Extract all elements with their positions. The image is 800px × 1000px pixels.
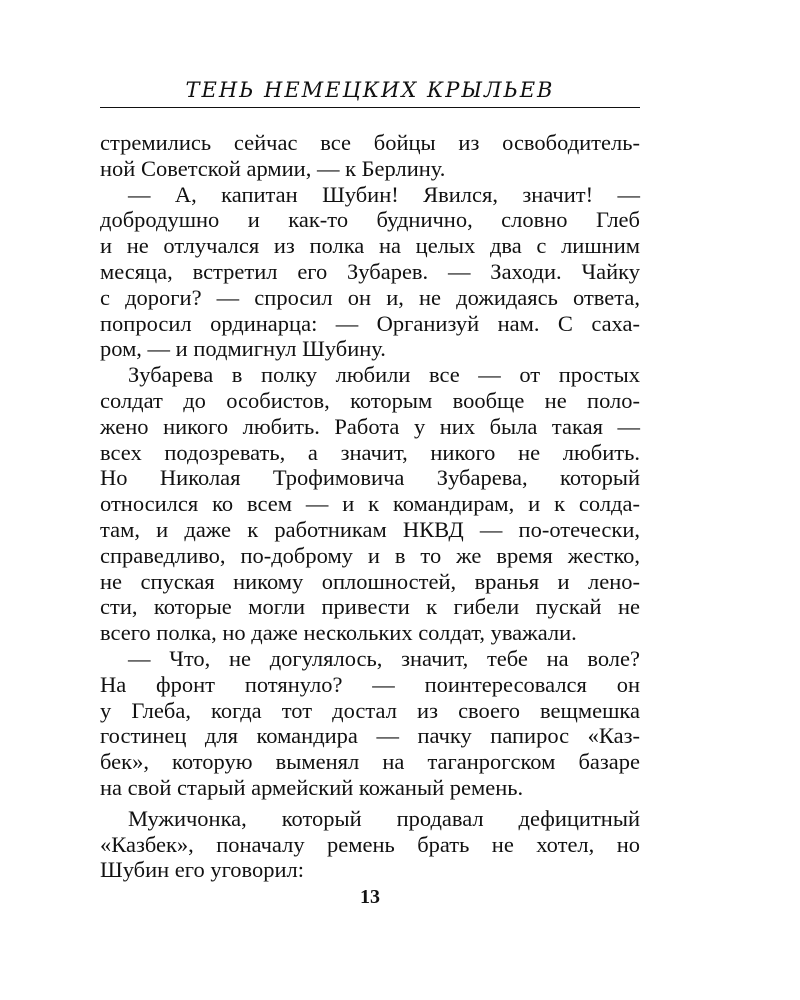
- text-line: стремились сейчас все бойцы из освободитель-: [100, 130, 640, 155]
- text-line: справедливо, по-доброму и в то же время жестко,: [100, 542, 640, 568]
- text-line: — А, капитан Шубин! Явился, значит! —: [128, 181, 640, 207]
- page-number: 13: [360, 886, 380, 908]
- text-line: «Казбек», поначалу ремень брать не хотел, но: [100, 831, 640, 857]
- text-line: солдат до особистов, которым вообще не поло-: [100, 387, 640, 413]
- text-line: ром, — и подмигнул Шубину.: [100, 336, 386, 362]
- header-rule: [100, 107, 640, 108]
- text-line: там, и даже к работникам НКВД — по-отечески,: [100, 516, 640, 542]
- text-line: сти, которые могли привести к гибели пускай не: [100, 594, 640, 620]
- text-line: гостинец для командира — пачку папирос «Каз-: [100, 723, 640, 749]
- text-line: Шубин его уговорил:: [100, 857, 304, 883]
- text-line: на свой старый армейский кожаный ремень.: [100, 774, 524, 800]
- text-line: Мужичонка, который продавал дефицитный: [128, 805, 640, 831]
- text-line: не спуская никому оплошностей, вранья и лено-: [100, 568, 640, 594]
- text-line: у Глеба, когда тот достал из своего вещмешка: [100, 697, 640, 723]
- text-line: месяца, встретил его Зубарев. — Заходи. Чайку: [100, 258, 640, 284]
- text-line: всех подозревать, а значит, никого не любить.: [100, 439, 640, 465]
- text-line: добродушно и как-то буднично, словно Глеб: [100, 207, 640, 233]
- text-line: ной Советской армии, — к Берлину.: [100, 155, 446, 181]
- text-line: На фронт потянуло? — поинтересовался он: [100, 671, 640, 697]
- text-line: всего полка, но даже нескольких солдат, уважали.: [100, 620, 577, 646]
- running-head-title: ТЕНЬ НЕМЕЦКИХ КРЫЛЬЕВ: [185, 78, 555, 102]
- text-line: попросил ординарца: — Организуй нам. С саха-: [100, 310, 640, 336]
- text-line: относился ко всем — и к командирам, и к солда-: [100, 491, 640, 517]
- text-line: Зубарева в полку любили все — от простых: [128, 362, 640, 388]
- text-line: с дороги? — спросил он и, не дожидаясь ответа,: [100, 284, 640, 310]
- text-line: бек», которую выменял на таганрогском базаре: [100, 749, 640, 775]
- text-line: и не отлучался из полка на целых два с лишним: [100, 233, 640, 259]
- text-line: жено никого любить. Работа у них была такая —: [100, 413, 640, 439]
- text-line: — Что, не догулялось, значит, тебе на воле?: [128, 645, 640, 671]
- body-text: [100, 130, 640, 883]
- text-line: Но Николая Трофимовича Зубарева, который: [100, 465, 640, 491]
